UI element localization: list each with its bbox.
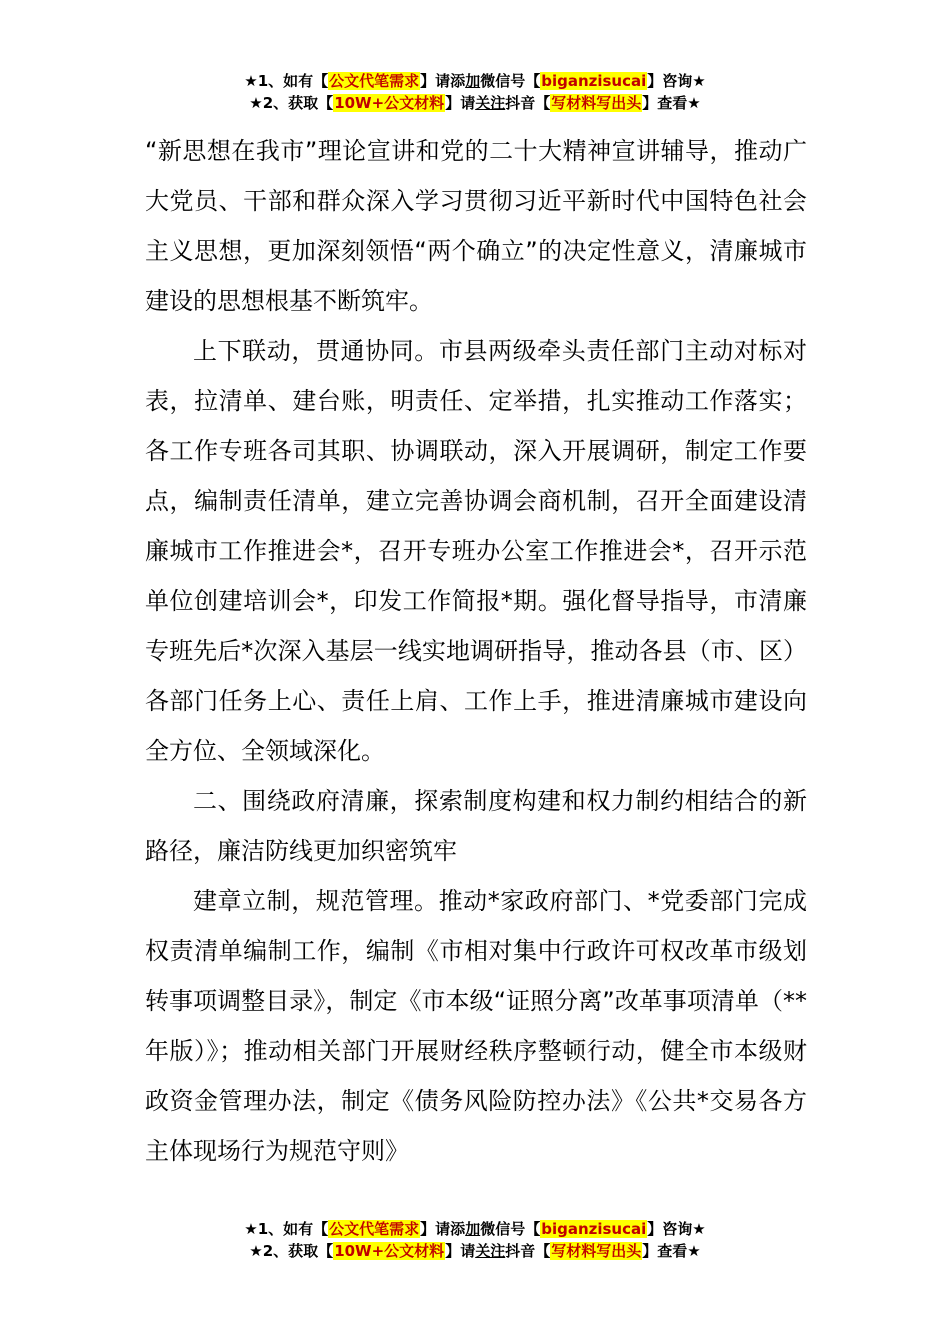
paragraph-4: 建章立制，规范管理。推动*家政府部门、*党委部门完成权责清单编制工作，编制《市相对集中行政许可权改革市级划转事项调整目录》，制定《市本级“证照分离”改革事项清单（**年版）》；推动相关部门开展财经秩序整顿行动，健全市本级财政资金管理办法，制定《债务风险防控办法》《公共*交易各方主体现场行为规范守则》 (145, 887, 807, 1165)
banner-highlight: 写材料写出头 (551, 94, 642, 112)
paragraph-1: “新思想在我市”理论宣讲和党的二十大精神宣讲辅导，推动广大党员、干部和群众深入学习贯彻习近平新时代中国特色社会主义思想，更加深刻领悟“两个确立”的决定性意义，清廉城市建设的思想根基不断筑牢。 (145, 137, 807, 315)
banner-text: 抖音【 (505, 1242, 551, 1260)
banner-text: ★1、如有【 (244, 1220, 329, 1238)
banner-underline: 加 (465, 1220, 481, 1238)
banner-line-2 (0, 1240, 950, 1262)
banner-text: 】查看★ (642, 94, 701, 112)
banner-highlight: biganzisucai (541, 72, 647, 90)
banner-underline: 加 (465, 72, 481, 90)
footer-banner (0, 1218, 950, 1262)
banner-text: ★2、获取【 (249, 1242, 334, 1260)
banner-line-2 (0, 92, 950, 114)
banner-highlight: 公文代笔需求 (329, 1220, 420, 1238)
banner-line-1 (0, 70, 950, 92)
banner-highlight: biganzisucai (541, 1220, 647, 1238)
banner-text: 微信号【 (480, 1220, 541, 1238)
banner-highlight: 公文代笔需求 (329, 72, 420, 90)
document-body (145, 126, 807, 1176)
banner-text: 】请 (445, 1242, 476, 1260)
banner-text: 】请添 (420, 1220, 466, 1238)
banner-text: 微信号【 (480, 72, 541, 90)
banner-highlight: 10W+公文材料 (334, 94, 445, 112)
banner-text: 】查看★ (642, 1242, 701, 1260)
banner-line-1 (0, 1218, 950, 1240)
banner-underline: 关注 (475, 1242, 506, 1260)
banner-text: 】咨询★ (647, 72, 706, 90)
banner-highlight: 写材料写出头 (551, 1242, 642, 1260)
banner-text: 】请添 (420, 72, 466, 90)
banner-text: 】请 (445, 94, 476, 112)
header-banner (0, 70, 950, 114)
section-heading: 二、围绕政府清廉，探索制度构建和权力制约相结合的新路径，廉洁防线更加织密筑牢 (145, 787, 807, 865)
banner-underline: 关注 (475, 94, 506, 112)
banner-text: ★1、如有【 (244, 72, 329, 90)
banner-highlight: 10W+公文材料 (334, 1242, 445, 1260)
banner-text: ★2、获取【 (249, 94, 334, 112)
banner-text: 】咨询★ (647, 1220, 706, 1238)
paragraph-2: 上下联动，贯通协同。市县两级牵头责任部门主动对标对表，拉清单、建台账，明责任、定举措，扎实推动工作落实；各工作专班各司其职、协调联动，深入开展调研，制定工作要点，编制责任清单，建立完善协调会商机制，召开全面建设清廉城市工作推进会*，召开专班办公室工作推进会*，召开示范单位创建培训会*，印发工作简报*期。强化督导指导，市清廉专班先后*次深入基层一线实地调研指导，推动各县（市、区）各部门任务上心、责任上肩、工作上手，推进清廉城市建设向全方位、全领域深化。 (145, 337, 807, 765)
banner-text: 抖音【 (505, 94, 551, 112)
